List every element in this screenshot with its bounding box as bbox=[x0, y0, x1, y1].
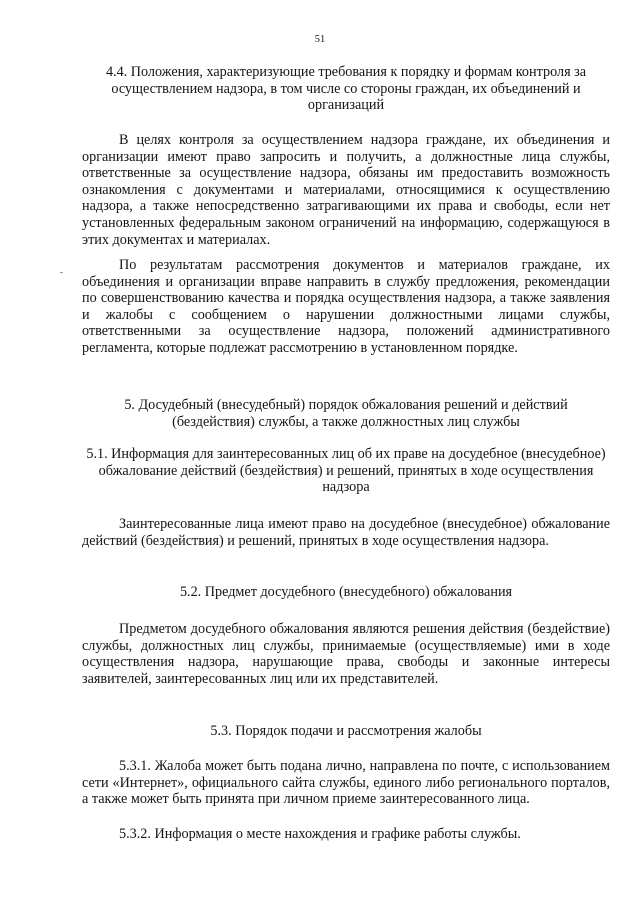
paragraph-complaint-submission: 5.3.1. Жалоба может быть подана лично, направлена по почте, с использованием сети «Интернет», официального сайта службы, единого либо регионального порталов, а также может быть принята при личном приеме заинтересованного лица. bbox=[82, 758, 610, 808]
paragraph-office-info: 5.3.2. Информация о месте нахождения и графике работы службы. bbox=[119, 826, 521, 842]
margin-mark bbox=[60, 272, 63, 273]
page-number: 51 bbox=[314, 34, 326, 45]
heading-section-4-4: 4.4. Положения, характеризующие требования к порядку и формам контроля за осуществлением надзора, в том числе со стороны граждан, их объединений и организаций bbox=[105, 64, 587, 114]
paragraph-appeal-right: Заинтересованные лица имеют право на досудебное (внесудебное) обжалование действий (бездействия) и решений, принятых в ходе осуществления надзора. bbox=[82, 516, 610, 549]
paragraph-review-results: По результатам рассмотрения документов и материалов граждане, их объединения и организации вправе направить в службу предложения, рекомендации по совершенствованию качества и порядка осуществления надзора, а также заявления и жалобы с сообщением о нарушении должностными лицами службы, ответственными за осуществление надзора, положений административного регламента, которые подлежат рассмотрению в установленном порядке. bbox=[82, 257, 610, 356]
paragraph-control-rights: В целях контроля за осуществлением надзора граждане, их объединения и организации имеют право запросить и получить, а должностные лица службы, ответственные за осуществление надзора, обязаны им предоставить возможность ознакомления с документами и материалами, относящимися к осуществлению надзора, а также непосредственно затрагивающими их права и свободы, если нет установленных федеральным законом ограничений на информацию, содержащуюся в этих документах и материалах. bbox=[82, 132, 610, 248]
heading-section-5-1: 5.1. Информация для заинтересованных лиц об их праве на досудебное (внесудебное) обжалование действий (бездействия) и решений, принятых в ходе осуществления надзора bbox=[86, 446, 606, 496]
heading-section-5-2: 5.2. Предмет досудебного (внесудебного) обжалования bbox=[179, 584, 513, 600]
heading-section-5: 5. Досудебный (внесудебный) порядок обжалования решений и действий (бездействия) службы, а также должностных лиц службы bbox=[124, 397, 568, 430]
paragraph-appeal-subject: Предметом досудебного обжалования являются решения действия (бездействие) службы, должностных лиц службы, принимаемые (осуществляемые) ими в ходе осуществления надзора, нарушающие права, свободы и законные интересы заявителей, заинтересованных лиц или их представителей. bbox=[82, 621, 610, 687]
heading-section-5-3: 5.3. Порядок подачи и рассмотрения жалобы bbox=[210, 723, 482, 739]
